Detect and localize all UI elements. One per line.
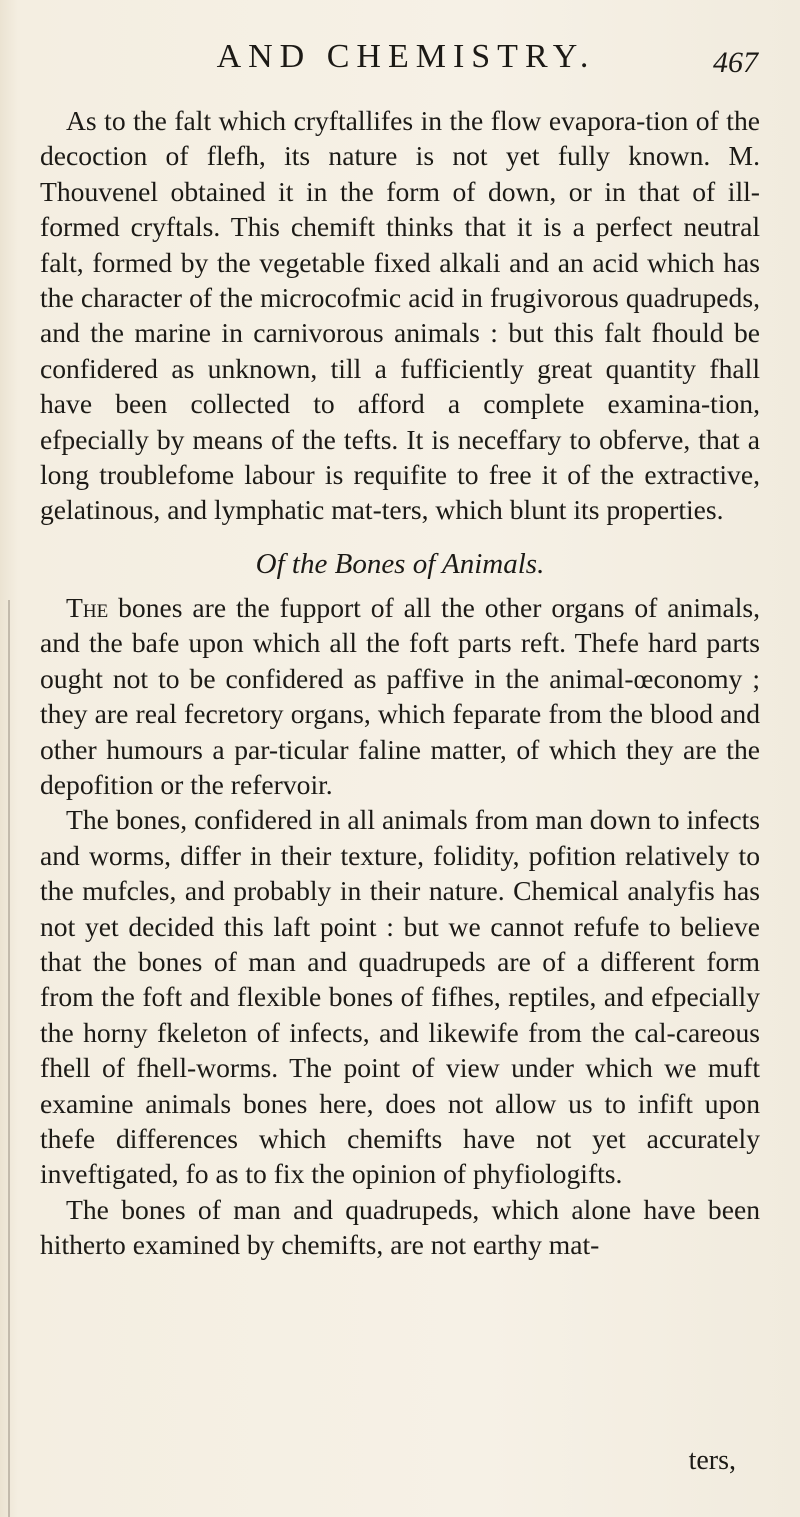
running-head: AND CHEMISTRY. xyxy=(216,38,596,75)
catchword: ters, xyxy=(688,1445,736,1476)
paragraph-bones-differences: The bones, confidered in all animals from man down to infects and worms, differ in their texture, folidity, pofition relatively to the mufcles, and probably in their nature. Chemical analyfis has not yet decided this laft point : but we cannot refufe to believe that the bones of man and quadrupeds are of a different form from the foft and flexible bones of fifhes, reptiles, and efpecially the horny fkeleton of infects, and likewife from the cal-careous fhell of fhell-worms. The point of view under which we muft examine animals bones here, does not allow us to infift upon thefe differences which chemifts have not yet accurately inveftigated, fo as to fix the opinion of phyfiologifts. xyxy=(40,804,760,1190)
paragraph-bones-support-text: bones are the fupport of all the other organs of animals, and the bafe upon which all the foft parts reft. Thefe hard parts ought not to be confidered as paffive in the animal-œconomy ; they are real fecretory organs, which feparate from the blood and other humours a par-ticular faline matter, of which they are the depofition or the refervoir. xyxy=(40,591,760,800)
page-header xyxy=(0,38,800,88)
binding-edge-line xyxy=(8,600,10,1517)
paragraph-bones-support xyxy=(40,590,760,802)
paragraph-lead-word: The xyxy=(66,591,109,623)
paragraph-bones-examined: The bones of man and quadrupeds, which alone have been hitherto examined by chemifts, are not earthy mat- xyxy=(40,1193,760,1261)
section-heading: Of the Bones of Animals. xyxy=(255,547,545,580)
paragraph-salt-crystals: As to the falt which cryftallifes in the flow evapora-tion of the decoction of flefh, its nature is not yet fully known. M. Thouvenel obtained it in the form of down, or in that of ill-formed cryftals. This chemift thinks that it is a perfect neutral falt, formed by the vegetable fixed alkali and an acid which has the character of the microcofmic acid in frugivorous quadrupeds, and the marine in carnivorous animals : but this falt fhould be confidered as unknown, till a fufficiently great quantity fhall have been collected to afford a complete examina-tion, efpecially by means of the tefts. It is neceffary to obferve, that a long troublefome labour is requifite to free it of the extractive, gelatinous, and lymphatic mat-ters, which blunt its properties. xyxy=(40,105,760,526)
body-text xyxy=(40,103,760,1263)
page-number: 467 xyxy=(713,46,758,79)
